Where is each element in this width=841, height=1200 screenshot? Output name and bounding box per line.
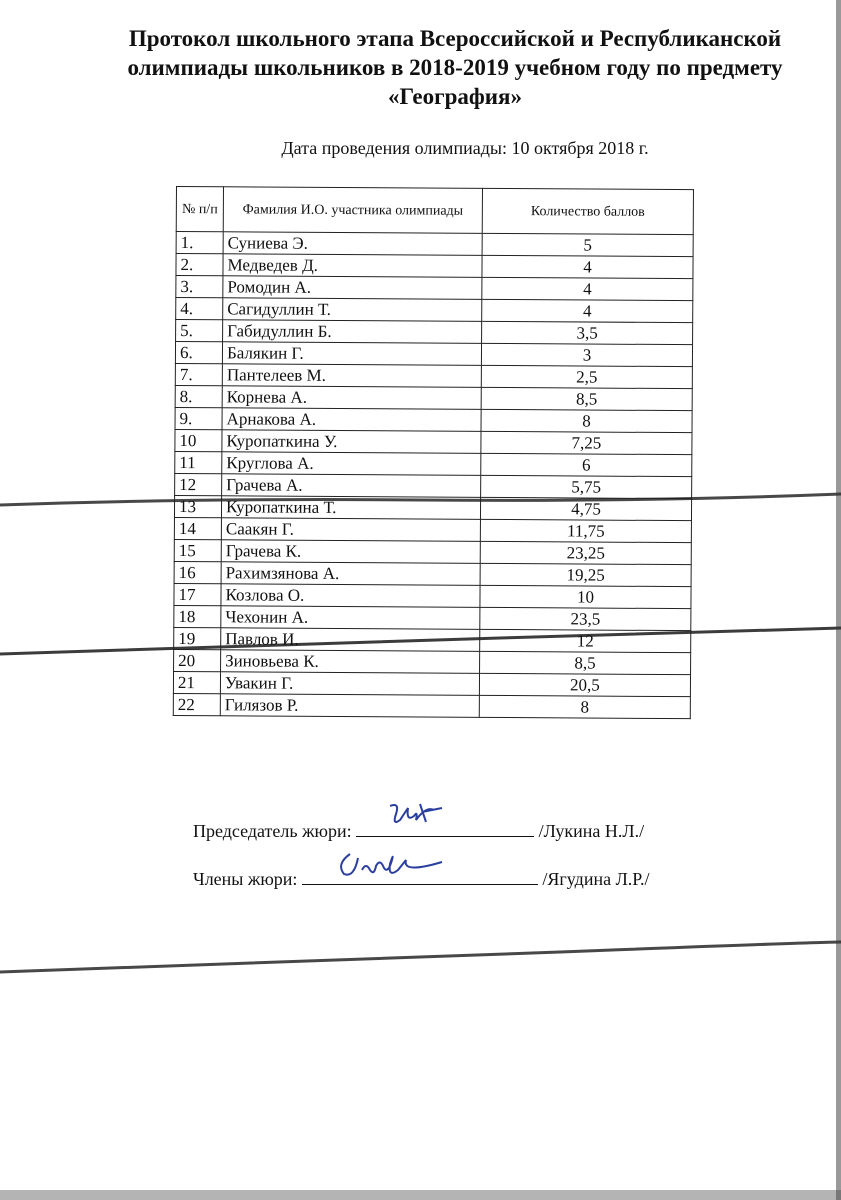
participant-name: Грачева А.: [222, 474, 481, 498]
participant-score: 4: [482, 255, 693, 278]
participant-score: 2,5: [481, 365, 692, 388]
members-signature-line: [193, 866, 650, 890]
table-row: [175, 407, 692, 432]
participant-score: 8,5: [480, 651, 691, 674]
scan-edge-mark: [0, 1190, 841, 1200]
participant-name: Куропаткина У.: [222, 430, 481, 454]
header-number: № п/п: [176, 187, 223, 232]
table-row: [176, 320, 693, 345]
row-number: 19: [174, 627, 221, 649]
results-table: [173, 186, 694, 719]
title-line-2: олимпиады школьников в 2018-2019 учебном году по предмету: [127, 55, 783, 80]
row-number: 2.: [176, 254, 223, 276]
participant-score: 23,5: [480, 607, 691, 630]
members-label: Члены жюри:: [193, 869, 298, 889]
table-row: [175, 342, 692, 367]
table-header-row: [176, 187, 693, 235]
row-number: 20: [174, 649, 221, 671]
row-number: 9.: [175, 407, 222, 429]
participant-name: Зиновьева К.: [221, 650, 480, 674]
participant-score: 8: [479, 695, 690, 718]
row-number: 22: [173, 693, 220, 715]
participant-name: Корнева А.: [222, 386, 481, 410]
title-line-1: Протокол школьного этапа Всероссийской и Республиканской: [128, 26, 782, 51]
participant-name: Козлова О.: [221, 584, 480, 608]
table-row: [176, 232, 693, 257]
header-participant: Фамилия И.О. участника олимпиады: [223, 187, 482, 234]
row-number: 10: [175, 429, 222, 451]
participant-score: 11,75: [480, 519, 691, 542]
row-number: 18: [174, 605, 221, 627]
table-row: [173, 671, 690, 696]
table-row: [174, 583, 691, 608]
participant-name: Балякин Г.: [222, 342, 481, 366]
participant-name: Круглова А.: [222, 452, 481, 476]
row-number: 14: [174, 517, 221, 539]
row-number: 12: [175, 473, 222, 495]
table-row: [174, 605, 691, 630]
participant-score: 8: [481, 409, 692, 432]
table-row: [173, 693, 690, 718]
row-number: 7.: [175, 363, 222, 385]
row-number: 13: [174, 495, 221, 517]
participant-score: 3,5: [482, 321, 693, 344]
title-line-3: «География»: [388, 84, 522, 109]
participant-name: Пантелеев М.: [222, 364, 481, 388]
scan-streak: [0, 942, 841, 972]
table-row: [174, 495, 691, 520]
table-row: [174, 627, 691, 652]
row-number: 6.: [175, 342, 222, 364]
table-row: [174, 539, 691, 564]
document-title: [100, 24, 810, 111]
table-row: [176, 254, 693, 279]
table-row: [174, 517, 691, 542]
row-number: 1.: [176, 232, 223, 254]
participant-name: Сагидуллин Т.: [223, 298, 482, 322]
participant-name: Медведев Д.: [223, 254, 482, 278]
participant-name: Суниева Э.: [223, 232, 482, 256]
table-row: [174, 561, 691, 586]
row-number: 17: [174, 583, 221, 605]
chair-signature-blank: [356, 818, 534, 837]
header-score: Количество баллов: [482, 188, 693, 234]
participant-name: Арнакова А.: [222, 408, 481, 432]
chair-handwritten-signature: [386, 800, 446, 830]
participant-name: Ромодин А.: [223, 276, 482, 300]
participant-name: Павлов И.: [221, 628, 480, 652]
row-number: 3.: [176, 276, 223, 298]
row-number: 16: [174, 561, 221, 583]
participant-score: 4,75: [480, 497, 691, 520]
row-number: 4.: [176, 298, 223, 320]
participant-score: 4: [482, 299, 693, 322]
participant-score: 7,25: [481, 431, 692, 454]
participant-score: 5,75: [481, 475, 692, 498]
row-number: 5.: [176, 320, 223, 342]
members-name: /Ягудина Л.Р./: [542, 869, 650, 889]
participant-name: Грачева К.: [221, 540, 480, 564]
table-row: [176, 298, 693, 323]
table-row: [175, 363, 692, 388]
participant-name: Чехонин А.: [221, 606, 480, 630]
participant-name: Куропаткина Т.: [221, 496, 480, 520]
table-body: [173, 232, 693, 719]
olympiad-date: Дата проведения олимпиады: 10 октября 2018 г.: [281, 138, 649, 158]
chair-label: Председатель жюри:: [193, 821, 352, 841]
participant-score: 10: [480, 585, 691, 608]
chair-name: /Лукина Н.Л./: [538, 821, 645, 841]
participant-name: Габидуллин Б.: [223, 320, 482, 344]
participant-score: 6: [481, 453, 692, 476]
table-row: [175, 451, 692, 476]
participant-score: 12: [480, 629, 691, 652]
table-row: [175, 429, 692, 454]
participant-score: 3: [481, 343, 692, 366]
row-number: 15: [174, 539, 221, 561]
row-number: 21: [173, 671, 220, 693]
participant-score: 20,5: [479, 673, 690, 696]
members-handwritten-signature: [332, 848, 452, 882]
participant-score: 5: [482, 233, 693, 256]
participant-name: Саакян Г.: [221, 518, 480, 542]
participant-score: 23,25: [480, 541, 691, 564]
participant-name: Рахимзянова А.: [221, 562, 480, 586]
row-number: 11: [175, 451, 222, 473]
table-row: [175, 473, 692, 498]
participant-score: 4: [482, 277, 693, 300]
participant-score: 8,5: [481, 387, 692, 410]
scan-edge-mark: [836, 0, 841, 1200]
chair-signature-line: [193, 818, 644, 842]
participant-score: 19,25: [480, 563, 691, 586]
table-row: [175, 385, 692, 410]
participant-name: Гилязов Р.: [220, 694, 479, 718]
table-row: [174, 649, 691, 674]
table-row: [176, 276, 693, 301]
participant-name: Увакин Г.: [220, 672, 479, 696]
row-number: 8.: [175, 385, 222, 407]
members-signature-blank: [302, 866, 538, 885]
